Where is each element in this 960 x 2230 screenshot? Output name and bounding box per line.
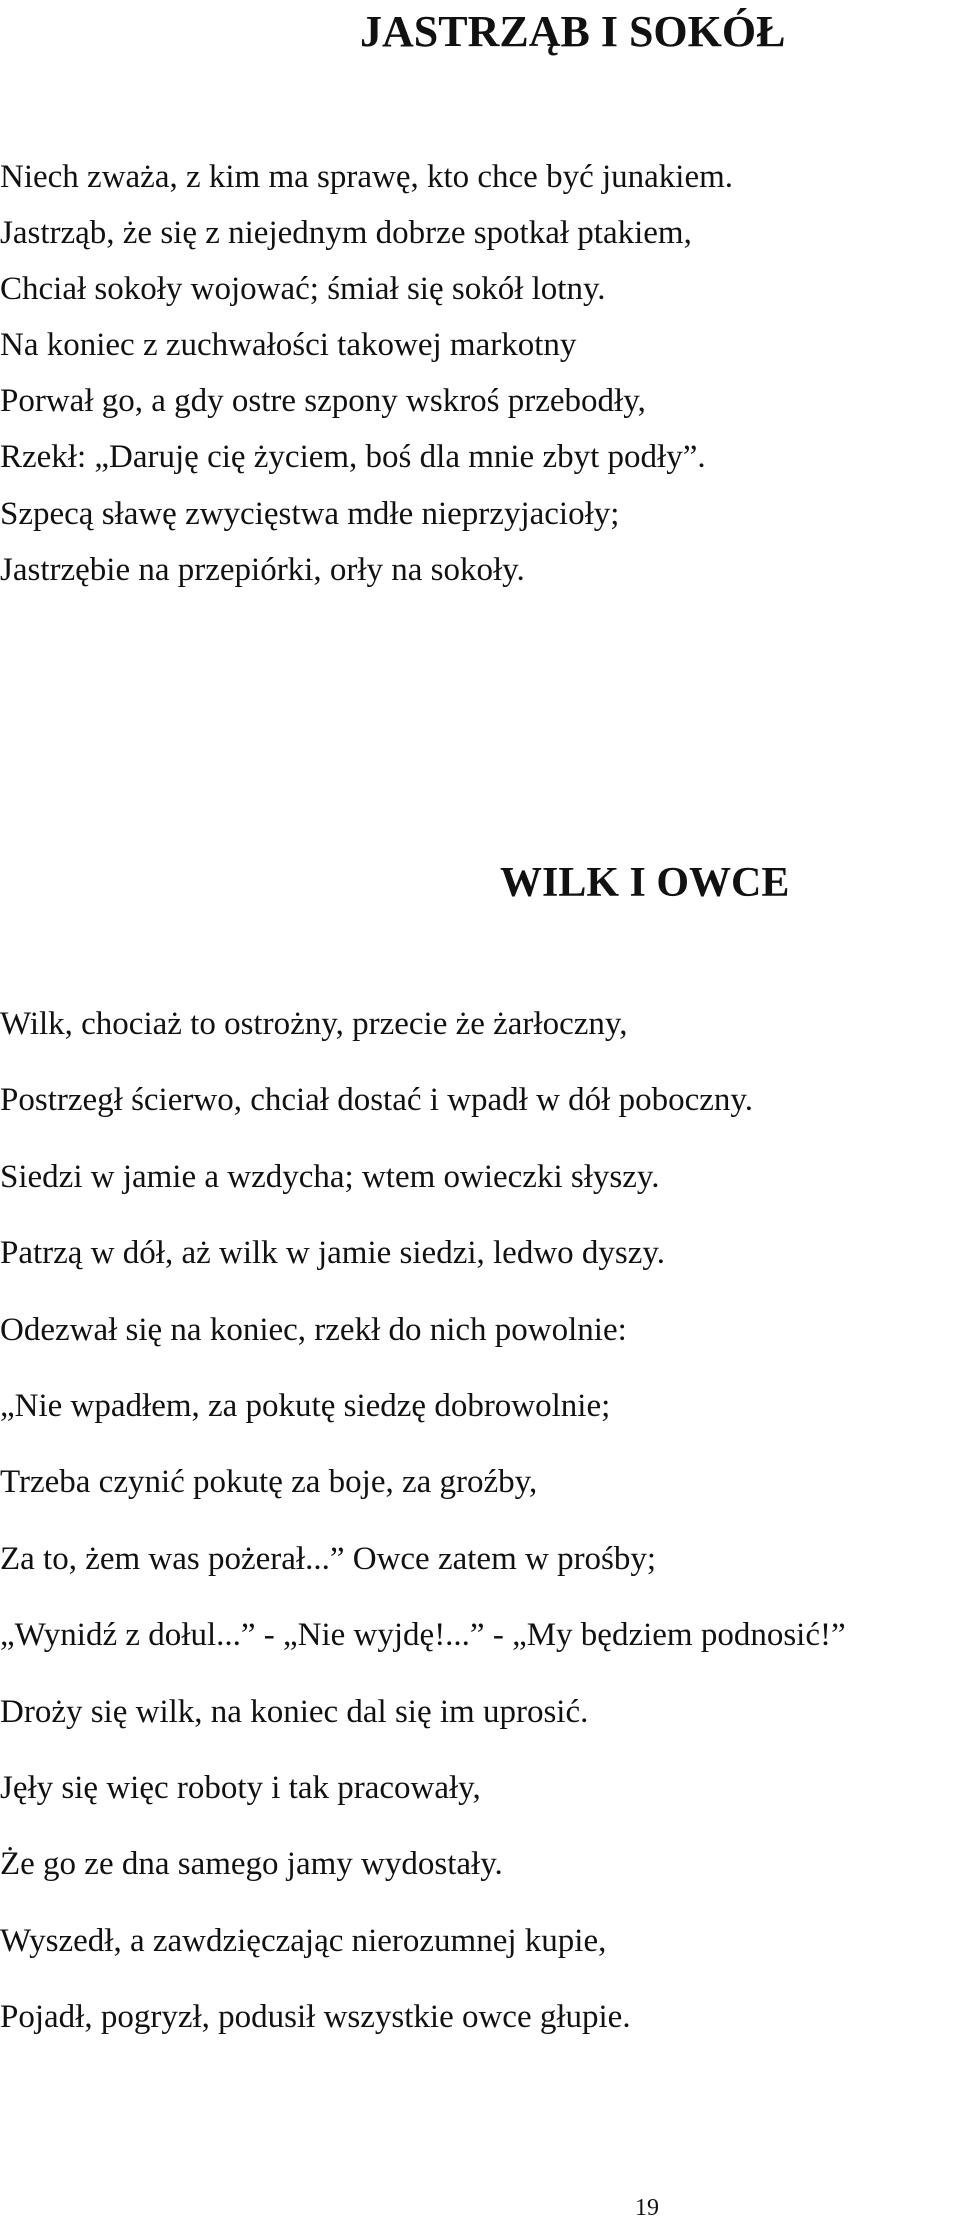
poem-line: Siedzi w jamie a wzdycha; wtem owieczki słyszy. — [0, 1159, 660, 1195]
poem-line: Droży się wilk, na koniec dal się im uprosić. — [0, 1694, 589, 1730]
poem-line: „Wynidź z dołul...” - „Nie wyjdę!...” - „My będziem podnosić!” — [0, 1617, 846, 1653]
poem-line: Niech zważa, z kim ma sprawę, kto chce być junakiem. — [0, 159, 734, 195]
poem-line: Pojadł, pogryzł, podusił wszystkie owce głupie. — [0, 1999, 631, 2035]
poem-line: Jastrząb, że się z niejednym dobrze spotkał ptakiem, — [0, 215, 692, 251]
poem-line: Jastrzębie na przepiórki, orły na sokoły. — [0, 552, 525, 588]
poem-line: „Nie wpadłem, za pokutę siedzę dobrowolnie; — [0, 1388, 611, 1424]
poem-line: Że go ze dna samego jamy wydostały. — [0, 1846, 503, 1882]
page-number: 19 — [635, 2195, 659, 2221]
poem-line: Patrzą w dół, aż wilk w jamie siedzi, ledwo dyszy. — [0, 1235, 666, 1271]
poem-line: Szpecą sławę zwycięstwa mdłe nieprzyjacioły; — [0, 496, 620, 532]
poem-line: Rzekł: „Daruję cię życiem, boś dla mnie zbyt podły”. — [0, 439, 706, 475]
poem-line: Postrzegł ścierwo, chciał dostać i wpadł w dół poboczny. — [0, 1082, 753, 1118]
poem-line: Wilk, chociaż to ostrożny, przecie że żarłoczny, — [0, 1006, 628, 1042]
poem-line: Za to, żem was pożerał...” Owce zatem w prośby; — [0, 1541, 657, 1577]
poem-title-wilk-i-owce: WILK I OWCE — [500, 860, 790, 906]
poem-title-jastrzab-i-sokol: JASTRZĄB I SOKÓŁ — [360, 7, 786, 56]
poem-line: Trzeba czynić pokutę za boje, za groźby, — [0, 1464, 538, 1500]
poem-line: Porwał go, a gdy ostre szpony wskroś przebodły, — [0, 383, 646, 419]
poem-line: Odezwał się na koniec, rzekł do nich powolnie: — [0, 1312, 627, 1348]
poem-line: Jęły się więc roboty i tak pracowały, — [0, 1770, 481, 1806]
poem-line: Chciał sokoły wojować; śmiał się sokół lotny. — [0, 271, 606, 307]
poem-line: Wyszedł, a zawdzięczając nierozumnej kupie, — [0, 1923, 607, 1959]
poem-line: Na koniec z zuchwałości takowej markotny — [0, 327, 577, 363]
